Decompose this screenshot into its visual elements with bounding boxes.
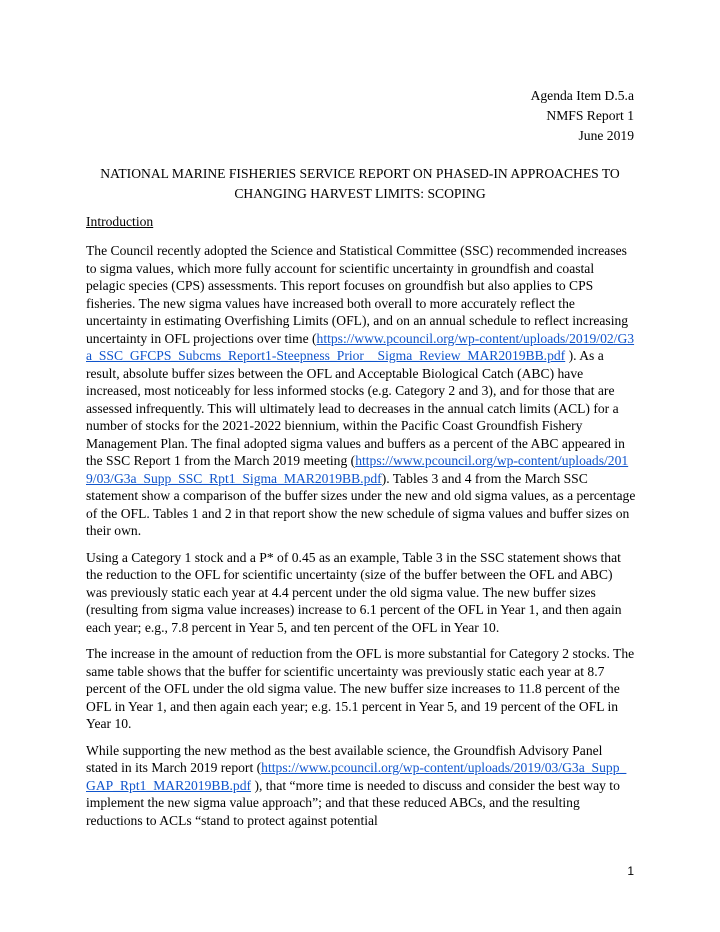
paragraph-3: The increase in the amount of reduction from the OFL is more substantial for Category 2 stocks. The same table shows that the buffer for scientific uncertainty was previously static each year at 8.7 percent of the OFL under the old sigma value. The new buffer size increases to 11.8 percent of the OFL in Year 1, and then again each year; e.g. 15.1 percent in Year 5, and 19 percent of the OFL in Year 10. [86, 646, 635, 731]
report-line: NMFS Report 1 [546, 108, 634, 123]
agenda-item-line: Agenda Item D.5.a [530, 88, 634, 103]
date-line: June 2019 [578, 128, 634, 143]
paragraph-1-text-a: The Council recently adopted the Science and Statistical Committee (SSC) recommended increases to sigma values, which more fully account for scientific uncertainty in groundfish and coastal pelagic species (CPS) assessments. This report focuses on groundfish but also applies to CPS fisheries. The new sigma values have increased both overall to more accurately reflect the uncertainty in estimating Overfishing Limits (OFL), and on an annual schedule to reflect increasing uncertainty in OFL projections over time ( [86, 243, 629, 346]
paragraph-1-text-c: ). Tables 3 and 4 from the March SSC statement show a comparison of the buffer sizes under the new and old sigma values, as a percentage of the OFL. Tables 1 and 2 in that report show the new schedule of sigma values and buffer sizes on their own. [86, 470, 636, 538]
page-number: 1 [627, 864, 634, 878]
document-title [84, 164, 636, 204]
agenda-header [531, 86, 634, 146]
document-body [86, 242, 636, 838]
paragraph-4-text-a: While supporting the new method as the best available science, the Groundfish Advisory Panel stated in its March 2019 report ( [86, 742, 603, 775]
section-heading-introduction: Introduction [86, 214, 154, 229]
paragraph-1-text-b: ). As a result, absolute buffer sizes between the OFL and Acceptable Biological Catch (ABC) have increased, most noticeably for less informed stocks (e.g. Category 2 and 3), and for those that are assessed infrequently. This will ultimately lead to decreases in the annual catch limits (ACL) for a number of stocks for the 2021-2022 biennium, within the Pacific Coast Groundfish Fishery Management Plan. The final adopted sigma values and buffers as a percent of the ABC appeared in the SSC Report 1 from the March 2019 meeting ( [86, 348, 625, 468]
link-ssc-rpt1-sigma[interactable]: https://www.pcouncil.org/wp-content/uploads/2019/03/G3a_Supp_SSC_Rpt1_Sigma_MAR2019BB.pdf [86, 453, 629, 486]
title-line-1: NATIONAL MARINE FISHERIES SERVICE REPORT ON PHASED-IN APPROACHES TO [100, 166, 620, 181]
paragraph-4-text-b: ), that “more time is needed to discuss and consider the best way to implement the new sigma value approach”; and that these reduced ABCs, and the resulting reductions to ACLs “stand to protect against potential [86, 777, 620, 828]
link-gap-rpt1[interactable]: https://www.pcouncil.org/wp-content/uploads/2019/03/G3a_Supp_GAP_Rpt1_MAR2019BB.pdf [86, 760, 627, 793]
title-line-2: CHANGING HARVEST LIMITS: SCOPING [234, 186, 486, 201]
paragraph-1 [86, 242, 636, 540]
paragraph-2: Using a Category 1 stock and a P* of 0.45 as an example, Table 3 in the SSC statement shows that the reduction to the OFL for scientific uncertainty (size of the buffer between the OFL and ABC) was previously static each year at 4.4 percent under the old sigma value. The new buffer sizes (resulting from sigma value increases) increase to 6.1 percent of the OFL in Year 1, and then again each year; e.g., 7.8 percent in Year 5, and ten percent of the OFL in Year 10. [86, 549, 622, 635]
paragraph-4 [86, 742, 636, 830]
link-ssc-subcms-report[interactable]: https://www.pcouncil.org/wp-content/uploads/2019/02/G3a_SSC_GFCPS_Subcms_Report1-Steepness_Prior__Sigma_Review_MAR2019BB.pdf [86, 330, 635, 363]
